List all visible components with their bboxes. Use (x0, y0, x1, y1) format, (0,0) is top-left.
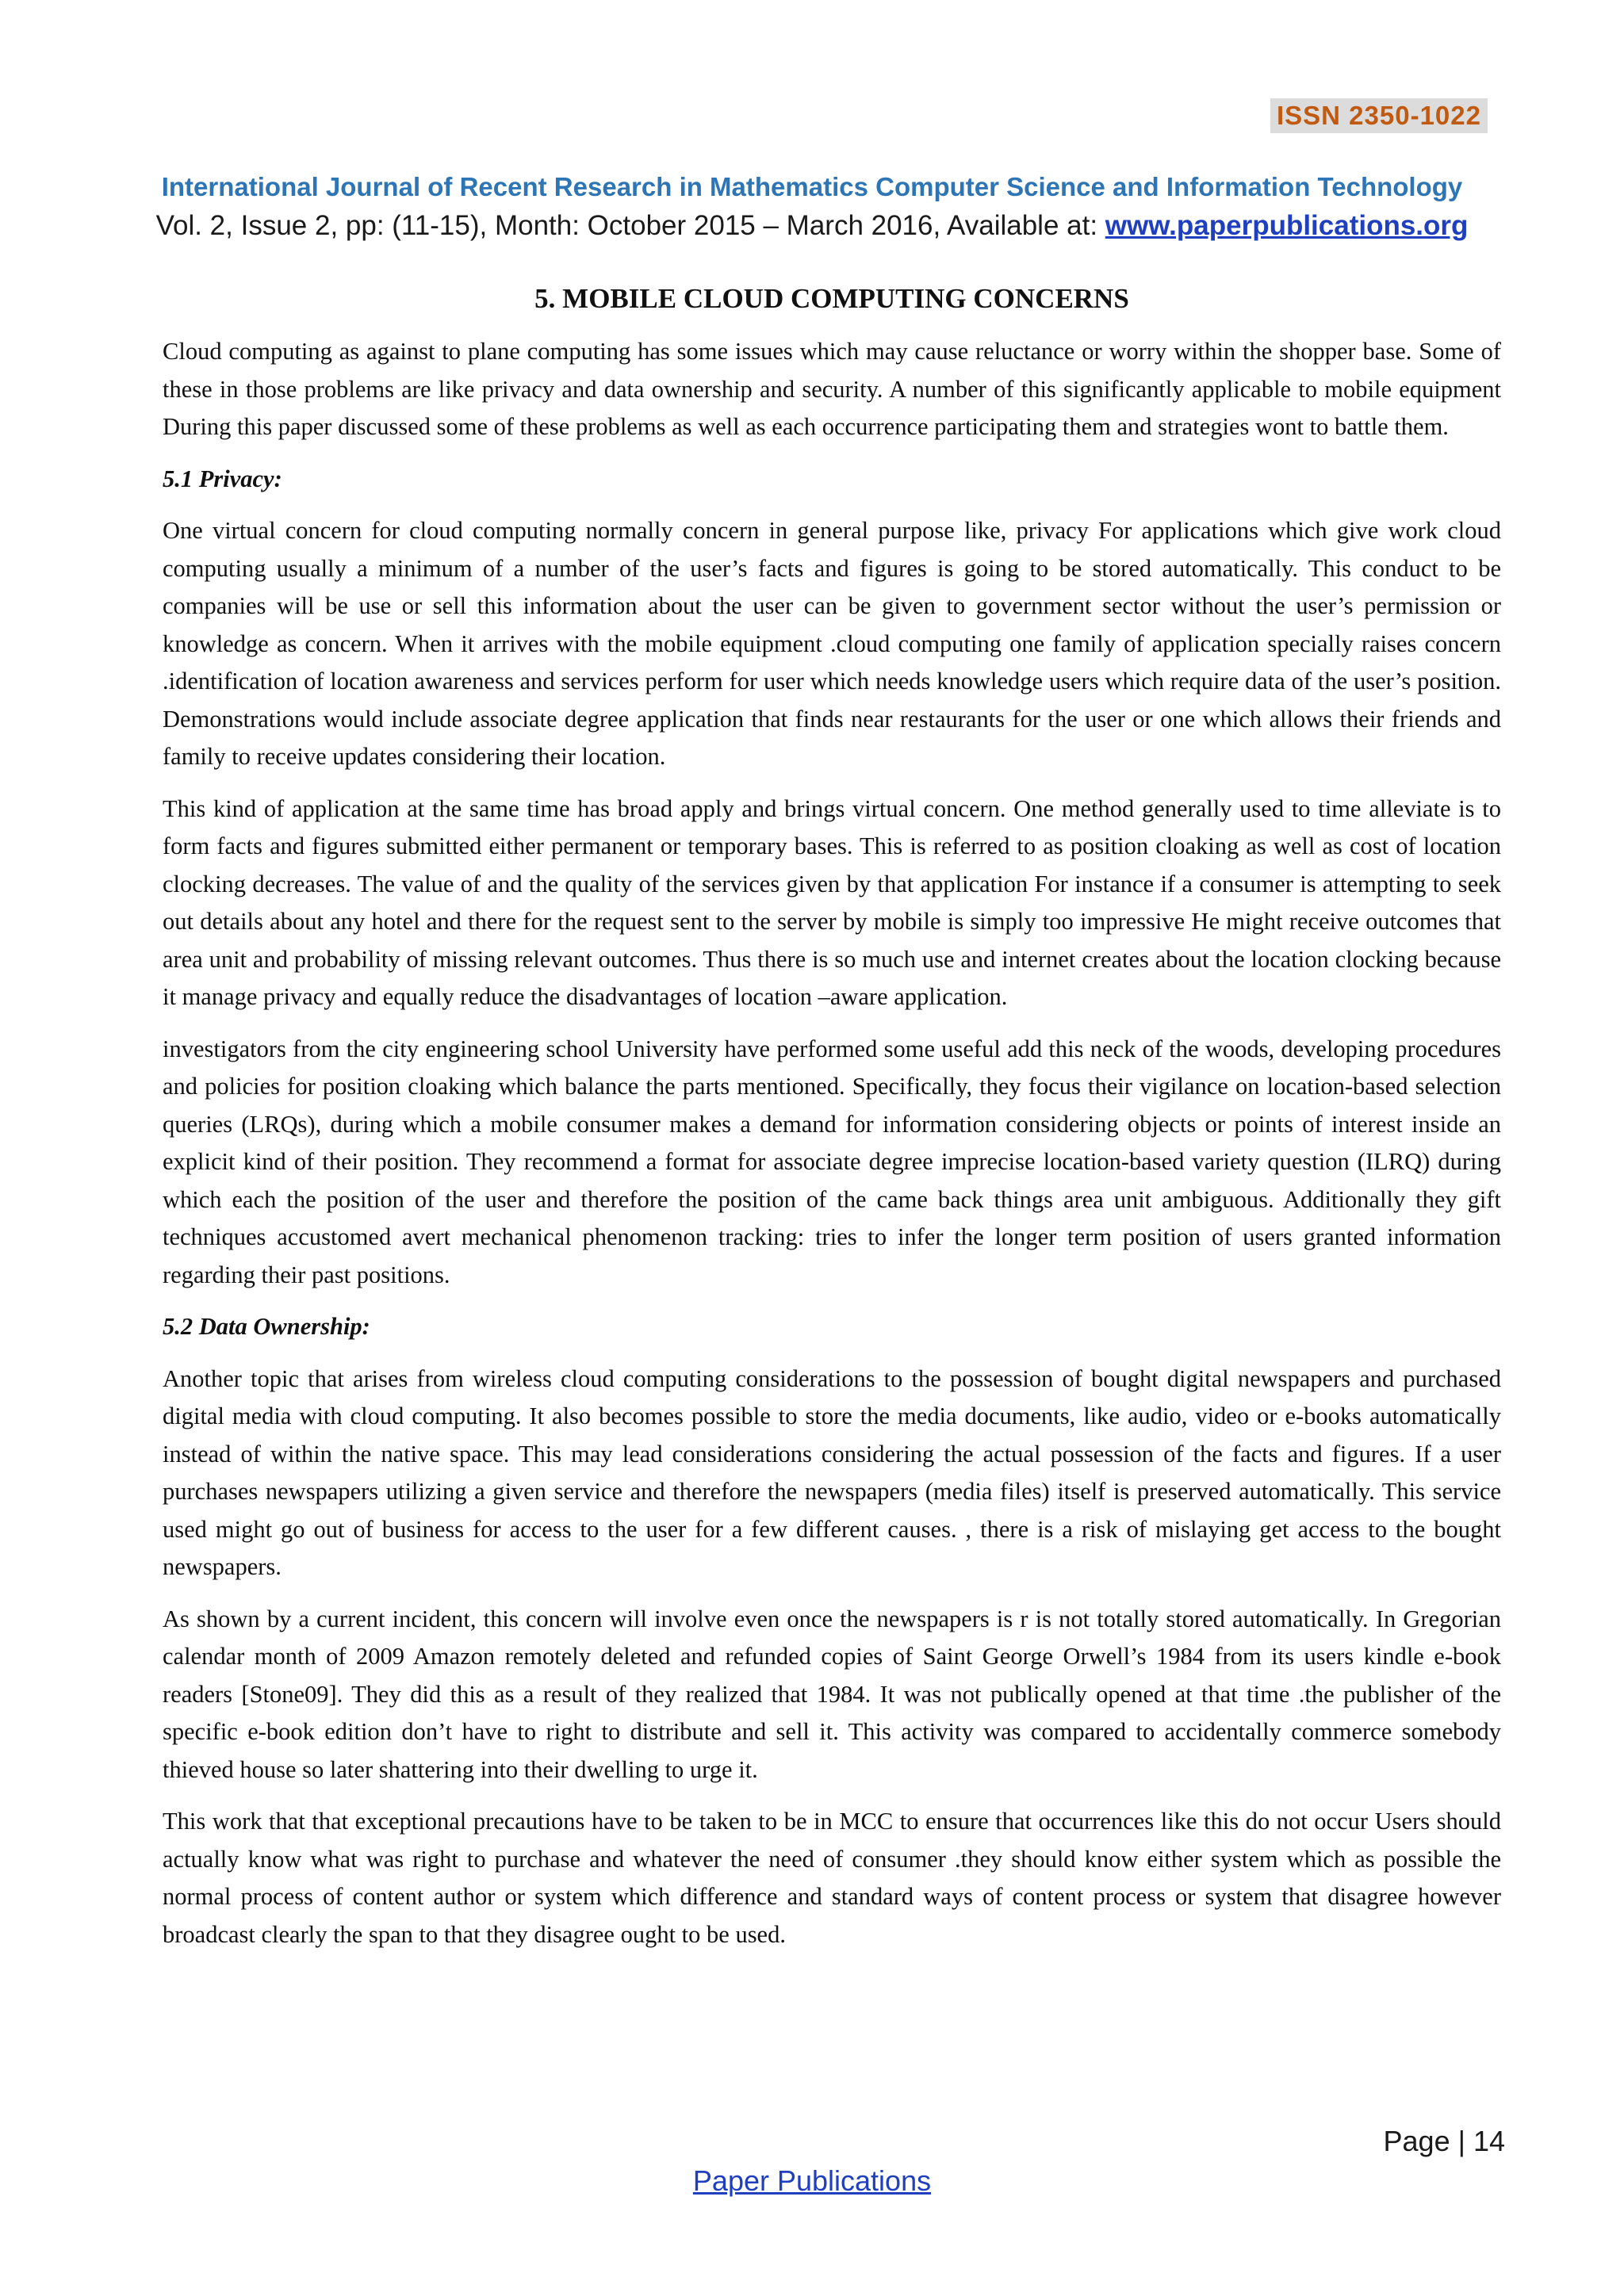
ownership-paragraph-1: Another topic that arises from wireless cloud computing considerations to the possession of bought digital newspapers and purchased digital media with cloud computing. It also becomes possible to store the media documents, like audio, video or e-books automatically instead of within the native space. This may lead considerations considering the actual possession of the facts and figures. If a user purchases newspapers utilizing a given service and therefore the newspapers (media files) itself is preserved automatically. This service used might go out of business for access to the user for a few different causes. , there is a risk of mislaying get access to the bought newspapers. (163, 1364, 1501, 1580)
volume-info: Vol. 2, Issue 2, pp: (11-15), Month: October 2015 – March 2016, Available at: (155, 210, 1105, 241)
section-heading: 5. MOBILE CLOUD COMPUTING CONCERNS (534, 283, 1129, 314)
subsection-heading-privacy: 5.1 Privacy: (163, 465, 282, 492)
ownership-paragraph-2: As shown by a current incident, this concern will involve even once the newspapers is r is not totally stored automatically. In Gregorian calendar month of 2009 Amazon remotely deleted and refunded copies of Saint George Orwell’s 1984 from its users kindle e-book readers [Stone09]. They did this as a result of they realized that 1984. It was not publically opened at that time .the publisher of the specific e-book edition don’t have to right to distribute and sell it. This activity was compared to accidentally commerce somebody thieved house so later shattering into their dwelling to urge it. (163, 1605, 1501, 1783)
ownership-paragraph-3: This work that that exceptional precautions have to be taken to be in MCC to ensure that occurrences like this do not occur Users should actually know what was right to purchase and whatever the need of consumer .they should know either system which as possible the normal process of content author or system which difference and standard ways of content process or system that disagree however broadcast clearly the span to that they disagree ought to be used. (163, 1808, 1501, 1948)
journal-title: International Journal of Recent Research in Mathematics Computer Science and Information Technology (161, 172, 1463, 201)
privacy-paragraph-2: This kind of application at the same time has broad apply and brings virtual concern. One method generally used to time alleviate is to form facts and figures submitted either permanent or temporary bases. This is referred to as position cloaking as well as cost of location clocking decreases. The value of and the quality of the services given by that application For instance if a consumer is attempting to seek out details about any hotel and there for the request sent to the server by mobile is simply too impressive He might receive outcomes that area unit and probability of missing relevant outcomes. Thus there is so much use and internet creates about the location clocking because it manage privacy and equally reduce the disadvantages of location –aware application. (163, 794, 1501, 1010)
privacy-paragraph-1: One virtual concern for cloud computing normally concern in general purpose like, privacy For applications which give work cloud computing usually a minimum of a number of the user’s facts and figures is going to be stored automatically. This conduct to be companies will be use or sell this information about the user can be given to government sector without the user’s permission or knowledge as concern. When it arrives with the mobile equipment .cloud computing one family of application specially raises concern .identification of location awareness and services perform for user which needs knowledge users which require data of the user’s position. Demonstrations would include associate degree application that finds near restaurants for the user or one which allows their friends and family to receive updates considering their location. (163, 517, 1501, 770)
footer (0, 2164, 1624, 2198)
article-body (163, 279, 1501, 1968)
issn-container (1270, 98, 1488, 133)
website-link[interactable]: www.paperpublications.org (1105, 210, 1469, 241)
page-number: Page | 14 (1383, 2125, 1505, 2157)
publisher-link[interactable]: Paper Publications (692, 2164, 932, 2197)
subsection-heading-ownership: 5.2 Data Ownership: (163, 1313, 370, 1340)
volume-info-line (0, 208, 1624, 244)
privacy-paragraph-3: investigators from the city engineering school University have performed some useful add this neck of the woods, developing procedures and policies for position cloaking which balance the parts mentioned. Specifically, they focus their vigilance on location-based selection queries (LRQs), during which a mobile consumer makes a demand for information considering objects or points of interest inside an explicit kind of their position. They recommend a format for associate degree imprecise location-based variety question (ILRQ) during which each the position of the user and therefore the position of the came back things area unit ambiguous. Additionally they gift techniques accustomed avert mechanical phenomenon tracking: tries to infer the longer term position of users granted information regarding their past positions. (163, 1035, 1501, 1288)
issn-badge: ISSN 2350-1022 (1270, 98, 1488, 133)
section-intro: Cloud computing as against to plane computing has some issues which may cause reluctance or worry within the shopper base. Some of these in those problems are like privacy and data ownership and security. A number of this significantly applicable to mobile equipment During this paper discussed some of these problems as well as each occurrence participating them and strategies wont to battle them. (163, 338, 1501, 440)
